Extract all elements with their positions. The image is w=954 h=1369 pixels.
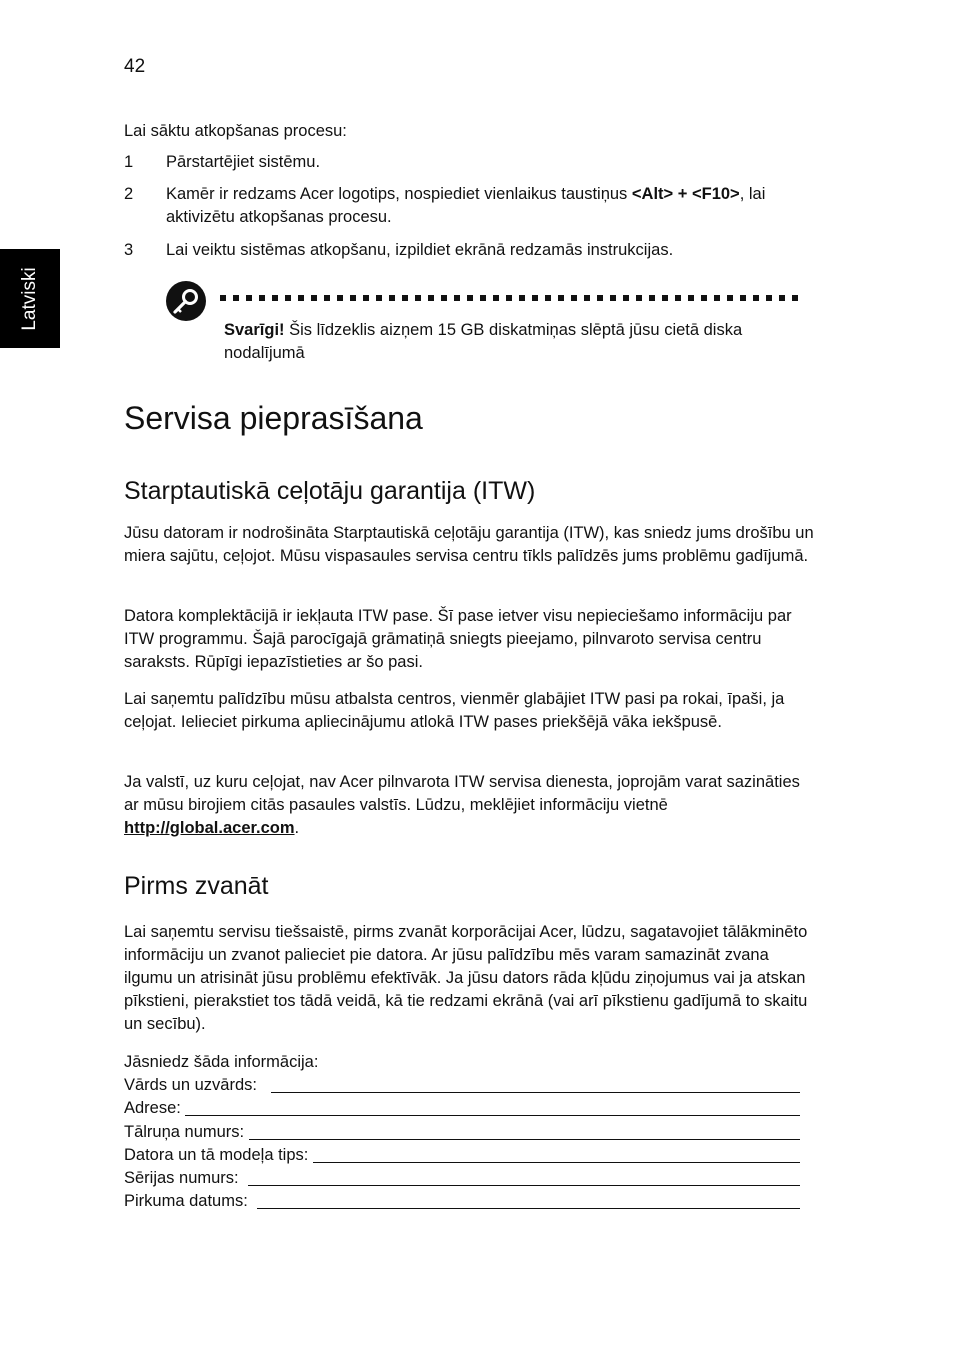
form-row-address [124,1097,800,1120]
itw-paragraph-4 [124,771,814,840]
form-label: Vārds un uzvārds: [124,1076,271,1095]
phone-field[interactable] [249,1122,800,1140]
step-text-part: Kamēr ir redzams Acer logotips, nospiediet vienlaikus taustiņus [166,185,632,203]
key-combination: <Alt> + <F10> [631,185,740,203]
form-intro: Jāsniedz šāda informācija: [124,1053,319,1071]
form-label: Tālruņa numurs: [124,1122,249,1141]
form-label: Sērijas numurs: [124,1168,248,1187]
step-number: 3 [124,241,134,259]
step-text [166,183,816,229]
itw-paragraph-1: Jūsu datoram ir nodrošināta Starptautiskā ceļotāju garantija (ITW), kas sniedz jums drošību un miera sajūtu, ceļojot. Mūsu vispasaules servisa centru tīkls palīdzēs jums problēmu gadījumā. [124,524,814,565]
note-label: Svarīgi! [224,321,285,339]
step-1 [124,151,814,174]
info-form [124,1051,800,1213]
form-row-name [124,1074,800,1097]
before-call-heading: Pirms zvanāt [124,872,269,900]
language-side-tab [0,249,60,348]
before-call-paragraph: Lai saņemtu servisu tiešsaistē, pirms zvanāt korporācijai Acer, lūdzu, sagatavojiet tālākminēto informāciju un zvanot palieciet pie datora. Ar jūsu palīdzību mēs varam samazināt zvana ilgumu un atrisināt jūsu problēmu efektīvāk. Ja jūsu dators rāda kļūdu ziņojumus vai ja atskan pīkstieni, pierakstiet tos tādā veidā, kā tie redzami ekrānā (vai arī pīkstienu gadījumā to skaitu un secību). [124,923,808,1033]
form-row-purchase-date [124,1190,800,1213]
step-text: Pārstartējiet sistēmu. [166,153,321,171]
itw-paragraph-2: Datora komplektācijā ir iekļauta ITW pase. Šī pase ietver visu nepieciešamo informāciju par ITW programmu. Šajā parocīgajā grāmatiņā sniegts pieejamo, pilnvaroto servisa centru saraksts. Rūpīgi iepazīstieties ar šo pasi. [124,607,792,671]
important-key-icon [164,279,208,323]
form-row-model [124,1144,800,1167]
itw-paragraph-4-text: Ja valstī, uz kuru ceļojat, nav Acer pilnvarota ITW servisa dienesta, joprojām varat sazināties ar mūsu birojiem citās pasaules valstīs. Lūdzu, meklējiet informāciju vietnē [124,773,800,814]
form-row-phone [124,1120,800,1143]
section-title: Servisa pieprasīšana [124,400,423,436]
important-note [224,319,784,365]
note-divider [220,295,805,301]
form-row-serial [124,1167,800,1190]
step-text-part: , lai aktivizētu atkopšanas procesu. [166,185,766,226]
serial-field[interactable] [248,1168,800,1186]
step-2 [124,183,814,229]
address-field[interactable] [185,1098,800,1116]
form-label: Pirkuma datums: [124,1192,257,1211]
name-field[interactable] [271,1075,800,1093]
model-field[interactable] [313,1145,800,1163]
itw-paragraph-3: Lai saņemtu palīdzību mūsu atbalsta centros, vienmēr glabājiet ITW pasi pa rokai, īpaši, ja ceļojat. Ielieciet pirkuma apliecinājumu atlokā ITW pases priekšējā vāka iekšpusē. [124,690,785,731]
step-3 [124,239,814,262]
step-text: Lai veiktu sistēmas atkopšanu, izpildiet ekrānā redzamās instrukcijas. [166,241,674,259]
acer-global-link[interactable]: http://global.acer.com [124,819,295,837]
itw-heading: Starptautiskā ceļotāju garantija (ITW) [124,477,536,505]
itw-paragraph-4-end: . [294,819,300,837]
purchase-date-field[interactable] [257,1191,800,1209]
note-body: Šis līdzeklis aizņem 15 GB diskatmiņas slēptā jūsu cietā diska nodalījumā [224,321,743,362]
form-label: Adrese: [124,1099,186,1118]
page-number: 42 [124,56,146,77]
side-tab-label: Latviski [19,267,40,331]
step-number: 1 [124,153,134,171]
step-number: 2 [124,185,134,203]
form-label: Datora un tā modeļa tips: [124,1145,313,1164]
recovery-intro: Lai sāktu atkopšanas procesu: [124,122,347,140]
